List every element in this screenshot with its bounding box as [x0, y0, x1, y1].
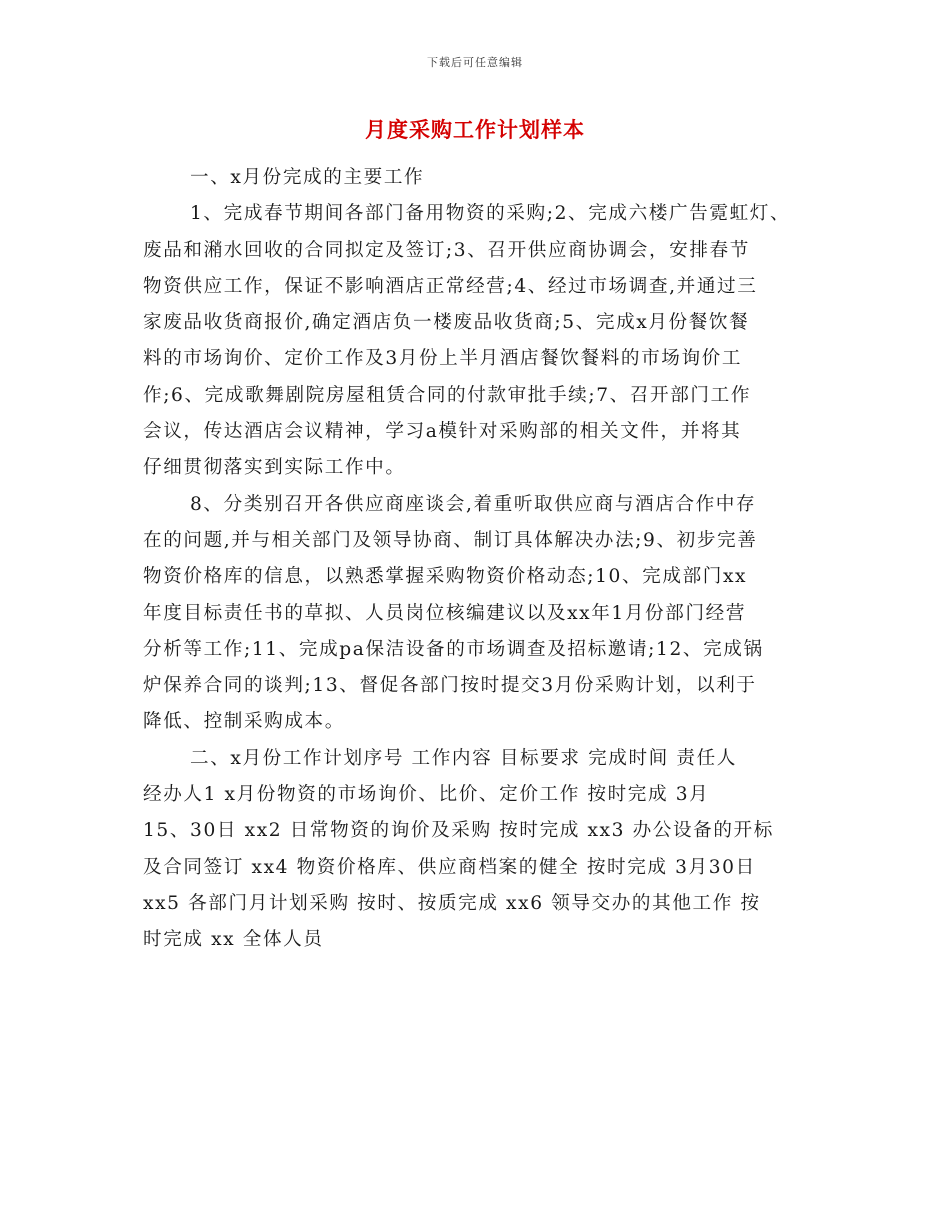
section-heading-1: 一、x月份完成的主要工作 [190, 167, 425, 188]
header-note: 下载后可任意编辑 [427, 56, 523, 69]
paragraph-line: 时完成 xx 全体人员 [143, 929, 324, 951]
paragraph-line: 1、完成春节期间各部门备用物资的采购;2、完成六楼广告霓虹灯、 [190, 203, 791, 225]
paragraph-line: 作;6、完成歌舞剧院房屋租赁合同的付款审批手续;7、召开部门工作 [143, 384, 752, 406]
paragraph-line: 家废品收货商报价,确定酒店负一楼废品收货商;5、完成x月份餐饮餐 [143, 312, 750, 334]
document-body [143, 160, 807, 959]
paragraph-line: 物资供应工作，保证不影响酒店正常经营;4、经过市场调查,并通过三 [143, 275, 758, 297]
paragraph-line: 在的问题,并与相关部门及领导协商、制订具体解决办法;9、初步完善 [143, 529, 758, 551]
paragraph-line: 降低、控制采购成本。 [143, 711, 345, 733]
paragraph-line: xx5 各部门月计划采购 按时、按质完成 xx6 领导交办的其他工作 按 [143, 892, 761, 914]
paragraph-line: 年度目标责任书的草拟、人员岗位核编建议以及xx年1月份部门经营 [143, 602, 747, 624]
section-heading-2: 二、x月份工作计划序号 工作内容 目标要求 完成时间 责任人 [190, 747, 737, 769]
paragraph-line: 15、30日 xx2 日常物资的询价及采购 按时完成 xx3 办公设备的开标 [143, 820, 774, 842]
paragraph-line: 经办人1 x月份物资的市场询价、比价、定价工作 按时完成 3月 [143, 784, 710, 806]
document-title: 月度采购工作计划样本 [365, 118, 585, 142]
paragraph-line: 仔细贯彻落实到实际工作中。 [143, 457, 406, 479]
paragraph-line: 物资价格库的信息，以熟悉掌握采购物资价格动态;10、完成部门xx [143, 566, 748, 588]
paragraph-line: 废品和潲水回收的合同拟定及签订;3、召开供应商协调会，安排春节 [143, 239, 750, 261]
paragraph-line: 炉保养合同的谈判;13、督促各部门按时提交3月份采购计划，以利于 [143, 675, 757, 697]
paragraph-line: 料的市场询价、定价工作及3月份上半月酒店餐饮餐料的市场询价工 [143, 348, 743, 370]
paragraph-line: 会议，传达酒店会议精神，学习a模针对采购部的相关文件，并将其 [143, 421, 742, 443]
paragraph-line: 及合同签订 xx4 物资价格库、供应商档案的健全 按时完成 3月30日 [143, 856, 756, 878]
paragraph-line: 8、分类别召开各供应商座谈会,着重听取供应商与酒店合作中存 [190, 493, 757, 515]
paragraph-line: 分析等工作;11、完成pa保洁设备的市场调查及招标邀请;12、完成锅 [143, 638, 764, 660]
